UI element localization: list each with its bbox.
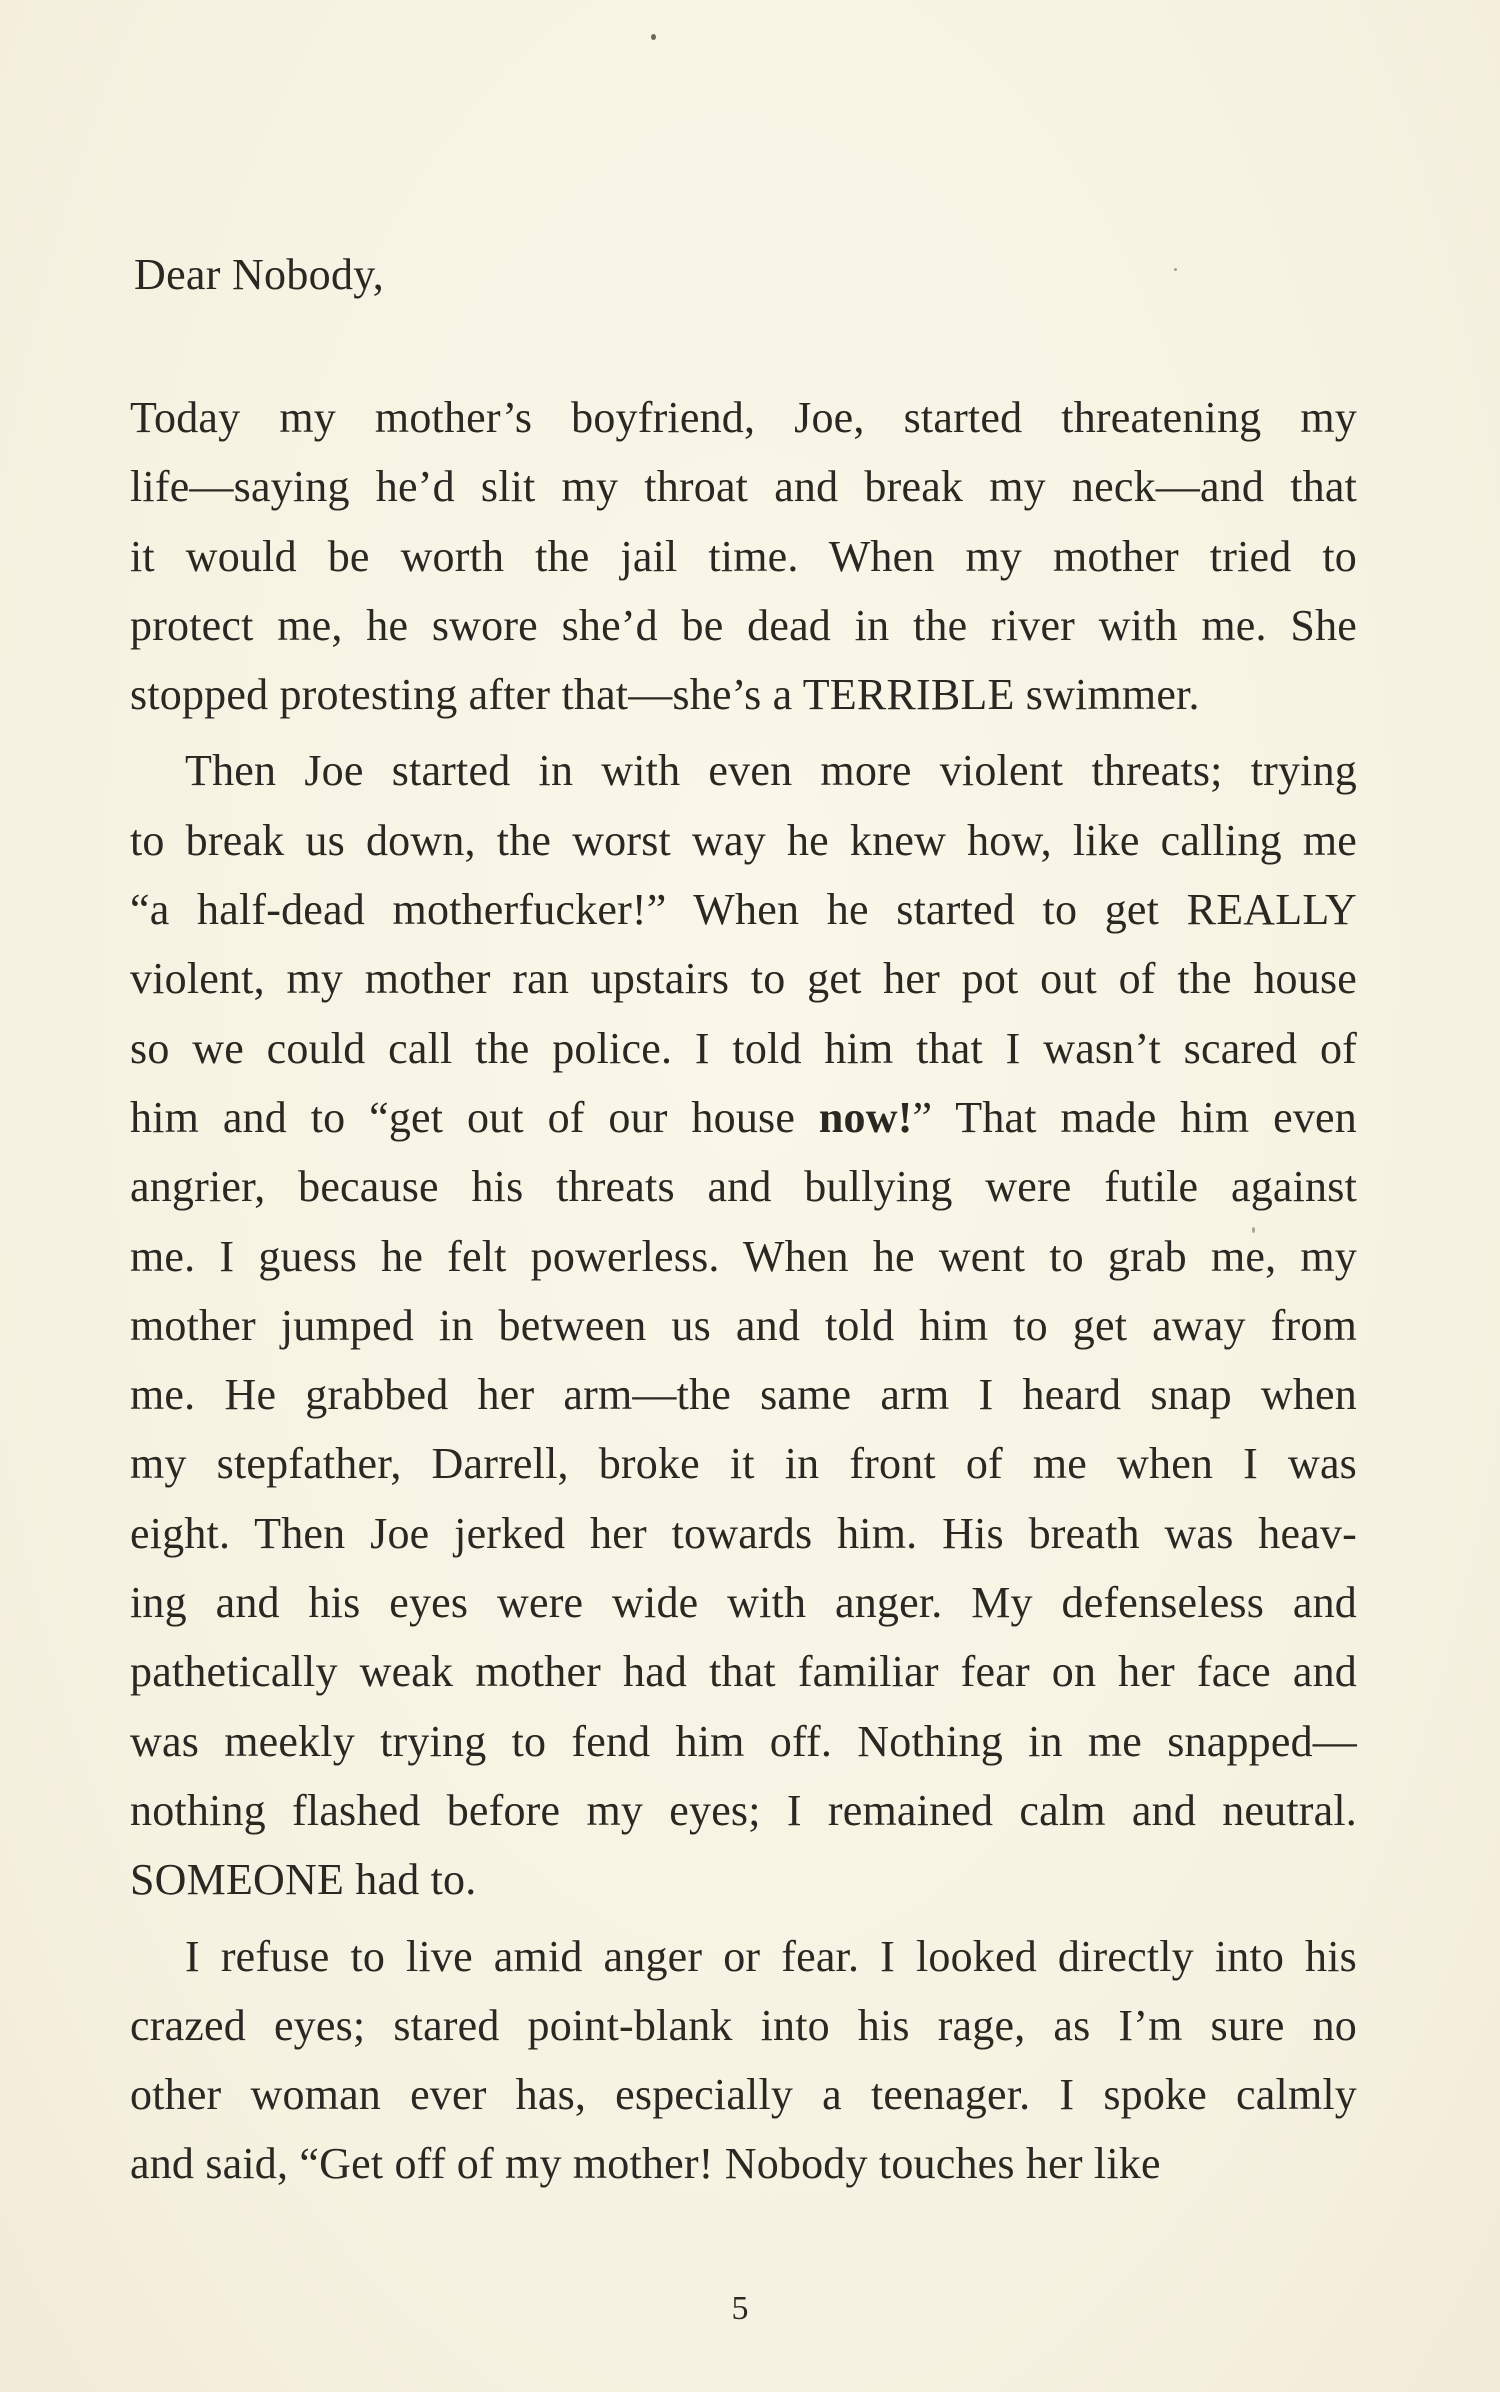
text-line: SOMEONE had to. bbox=[130, 1855, 477, 1905]
text-line: was meekly trying to fend him off. Nothing in me snapped— bbox=[130, 1716, 1357, 1766]
text-line: mother jumped in between us and told him to get away from bbox=[130, 1300, 1357, 1350]
text-line: angrier, because his threats and bullying were futile against bbox=[130, 1162, 1357, 1212]
text-line: life—saying he’d slit my throat and break my neck—and that bbox=[130, 462, 1357, 512]
text-line: I refuse to live amid anger or fear. I looked directly into his bbox=[185, 1931, 1357, 1981]
text-line: Today my mother’s boyfriend, Joe, started threatening my bbox=[130, 393, 1357, 442]
paragraph-gap bbox=[130, 729, 1357, 736]
text-line: protect me, he swore she’d be dead in the river with me. She bbox=[130, 600, 1357, 650]
text-line: crazed eyes; stared point-blank into his rage, as I’m sure no bbox=[130, 2000, 1357, 2050]
letter-body bbox=[130, 383, 1357, 2199]
text-line: me. I guess he felt powerless. When he went to grab me, my bbox=[130, 1231, 1357, 1281]
text-line: to break us down, the worst way he knew how, like calling me bbox=[130, 815, 1357, 865]
text-line: him and to “get out of our house now!” That made him even bbox=[130, 1092, 1357, 1142]
salutation: Dear Nobody, bbox=[134, 250, 385, 299]
ink-speck bbox=[1174, 268, 1177, 271]
text-line: violent, my mother ran upstairs to get her pot out of the house bbox=[130, 954, 1357, 1004]
text-line: eight. Then Joe jerked her towards him. His breath was heav- bbox=[130, 1508, 1357, 1558]
text-line: stopped protesting after that—she’s a TERRIBLE swimmer. bbox=[130, 670, 1200, 720]
paragraph-gap bbox=[130, 1915, 1357, 1922]
page-number: 5 bbox=[731, 2290, 749, 2327]
text-line: me. He grabbed her arm—the same arm I heard snap when bbox=[130, 1370, 1357, 1420]
ink-speck bbox=[651, 34, 656, 40]
text-line: “a half-dead motherfucker!” When he started to get REALLY bbox=[130, 885, 1357, 935]
text-line: pathetically weak mother had that familiar fear on her face and bbox=[130, 1647, 1357, 1697]
text-line: ing and his eyes were wide with anger. My defenseless and bbox=[130, 1578, 1357, 1628]
paragraph bbox=[130, 736, 1357, 1914]
text-line: so we could call the police. I told him that I wasn’t scared of bbox=[130, 1023, 1357, 1073]
text-line: Then Joe started in with even more violent threats; trying bbox=[185, 746, 1357, 796]
text-line: nothing flashed before my eyes; I remained calm and neutral. bbox=[130, 1785, 1357, 1835]
text-line: my stepfather, Darrell, broke it in front of me when I was bbox=[130, 1439, 1357, 1489]
paragraph bbox=[130, 383, 1357, 729]
text-line: and said, “Get off of my mother! Nobody touches her like bbox=[130, 2139, 1161, 2189]
emphasis: now! bbox=[818, 1092, 913, 1142]
text-line: it would be worth the jail time. When my mother tried to bbox=[130, 531, 1357, 581]
text-line: other woman ever has, especially a teenager. I spoke calmly bbox=[130, 2070, 1357, 2120]
paragraph bbox=[130, 1922, 1357, 2199]
